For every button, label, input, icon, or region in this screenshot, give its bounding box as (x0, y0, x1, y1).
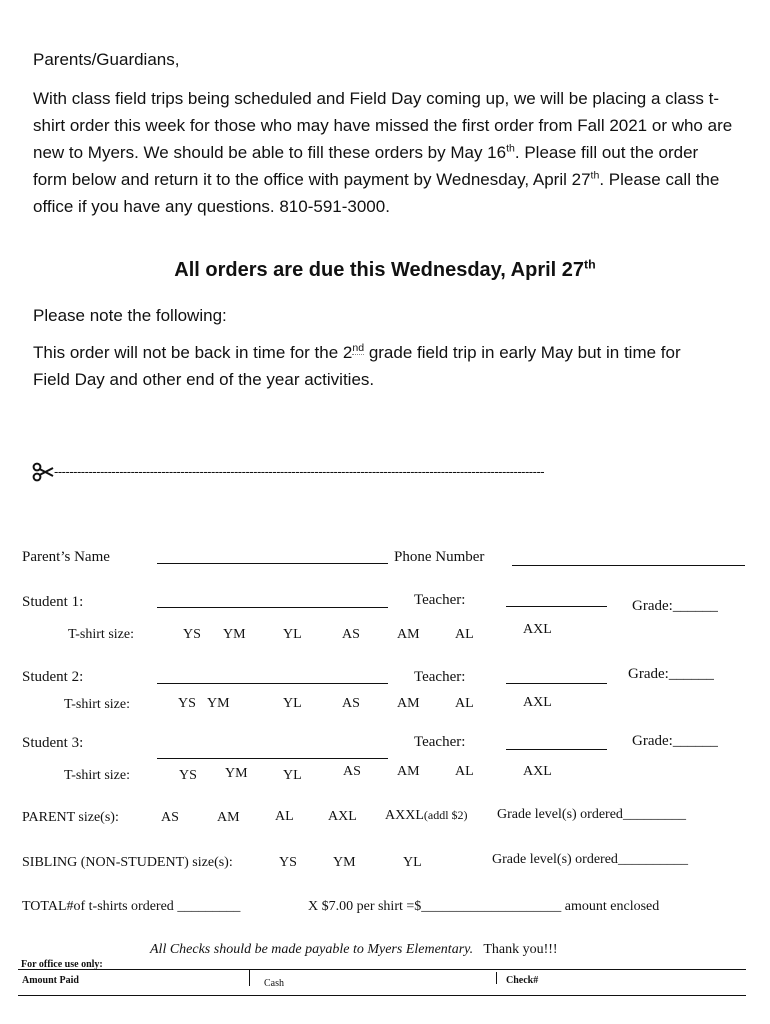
student-3-label: Student 3: (22, 735, 84, 751)
student-2-grade[interactable] (628, 666, 714, 683)
office-bottom-rule (18, 995, 746, 996)
tshirt-size-label: T-shirt size: (64, 768, 130, 783)
tshirt-size-label: T-shirt size: (68, 627, 134, 642)
intro-text-3: . Please call the office if you have any questions. 810-591-3000. (33, 170, 720, 216)
sibling-sizes-label: SIBLING (NON-STUDENT) size(s): (22, 855, 233, 870)
grade-levels-label: Grade level(s) ordered (497, 807, 623, 822)
teacher-label: Teacher: (414, 734, 466, 750)
size-option-as[interactable]: AS (343, 764, 361, 779)
size-option-axl[interactable]: AXL (523, 622, 552, 637)
size-option-ys[interactable]: YS (178, 696, 196, 711)
parent-size-as[interactable]: AS (161, 810, 179, 825)
grade-blank: ______ (668, 666, 714, 682)
size-option-yl[interactable]: YL (283, 768, 302, 783)
grade-label: Grade: (632, 733, 673, 749)
sibling-grade-levels[interactable] (492, 852, 688, 868)
sibling-size-ys[interactable]: YS (279, 855, 297, 870)
sibling-grade-levels-blank: __________ (617, 852, 688, 867)
grade-blank: ______ (672, 733, 718, 749)
office-divider (496, 972, 497, 984)
scissors-icon (32, 461, 54, 483)
price-blank: ____________________ (421, 899, 562, 914)
amount-enclosed-label: amount enclosed (564, 899, 660, 914)
teacher-label: Teacher: (414, 669, 466, 685)
office-top-rule (18, 969, 746, 970)
phone-field[interactable] (512, 565, 745, 566)
parent-size-axxl-label: AXXL (385, 808, 424, 823)
size-option-as[interactable]: AS (342, 627, 360, 642)
intro-text-2: . Please fill out the order form below and return it to the office with payment by Wednesday, April 27 (33, 143, 699, 189)
size-option-axl[interactable]: AXL (523, 695, 552, 710)
size-option-am[interactable]: AM (397, 764, 420, 779)
axxl-note: (addl $2) (423, 808, 468, 822)
cut-dashes: -------------------------------------------------------------------------------------------------------------------------------- (54, 464, 545, 479)
parent-name-field[interactable] (157, 563, 388, 564)
size-option-al[interactable]: AL (455, 627, 474, 642)
parent-size-axxl[interactable] (385, 808, 468, 824)
size-option-axl[interactable]: AXL (523, 764, 552, 779)
grade-blank: ______ (672, 598, 718, 614)
size-option-as[interactable]: AS (342, 696, 360, 711)
note-text-2: grade field trip in early May but in time for Field Day and other end of the year activities. (33, 343, 681, 389)
size-option-ys[interactable]: YS (179, 768, 197, 783)
amount-paid-label: Amount Paid (22, 975, 79, 986)
size-option-al[interactable]: AL (455, 696, 474, 711)
parent-size-al[interactable]: AL (275, 809, 294, 824)
price-text: X $7.00 per shirt =$ (308, 899, 422, 914)
parent-sizes-label: PARENT size(s): (22, 810, 119, 825)
checks-note (150, 942, 558, 958)
ordinal-suffix: th (590, 169, 600, 182)
student-2-label: Student 2: (22, 669, 84, 685)
cash-label: Cash (264, 978, 284, 989)
total-blank: _________ (177, 899, 241, 914)
thank-you: Thank you!!! (483, 942, 558, 957)
student-2-name-field[interactable] (157, 683, 388, 684)
teacher-label: Teacher: (414, 592, 466, 608)
parent-grade-levels[interactable] (497, 807, 686, 823)
sibling-grade-levels-label: Grade level(s) ordered (492, 852, 618, 867)
grade-label: Grade: (632, 598, 673, 614)
parent-size-am[interactable]: AM (217, 810, 240, 825)
note-intro: Please note the following: (33, 306, 227, 325)
size-option-ym[interactable]: YM (225, 766, 248, 781)
student-3-teacher-field[interactable] (506, 749, 607, 750)
grade-levels-blank: _________ (622, 807, 686, 822)
size-option-am[interactable]: AM (397, 627, 420, 642)
office-divider (249, 970, 250, 986)
greeting: Parents/Guardians, (33, 50, 180, 69)
student-1-teacher-field[interactable] (506, 606, 607, 607)
ordinal-suffix: th (584, 257, 596, 272)
size-option-yl[interactable]: YL (283, 696, 302, 711)
sibling-size-yl[interactable]: YL (403, 855, 422, 870)
size-option-al[interactable]: AL (455, 764, 474, 779)
due-date-heading (0, 259, 770, 282)
checks-note-text: All Checks should be made payable to Myers Elementary. (150, 942, 474, 957)
parent-name-label: Parent’s Name (22, 549, 110, 565)
grade-label: Grade: (628, 666, 669, 682)
total-shirts[interactable] (22, 899, 240, 915)
size-option-am[interactable]: AM (397, 696, 420, 711)
size-option-ys[interactable]: YS (183, 627, 201, 642)
intro-text-1: With class field trips being scheduled and Field Day coming up, we will be placing a class t-shirt order this week for those who may have missed the first order from Fall 2021 or who are new to Myers. We should be able to fill these orders by May 16 (33, 89, 733, 162)
student-1-name-field[interactable] (157, 607, 388, 608)
student-2-teacher-field[interactable] (506, 683, 607, 684)
amount-enclosed-row[interactable] (308, 899, 659, 915)
student-3-name-field[interactable] (157, 758, 388, 759)
size-option-ym[interactable]: YM (207, 696, 230, 711)
check-number-label: Check# (506, 975, 539, 986)
tshirt-size-label: T-shirt size: (64, 697, 130, 712)
note-text-1: This order will not be back in time for the 2 (33, 343, 353, 362)
sibling-size-ym[interactable]: YM (333, 855, 356, 870)
phone-label: Phone Number (394, 549, 485, 565)
ordinal-suffix: th (506, 142, 515, 155)
due-date-heading-text: All orders are due this Wednesday, April 27 (174, 259, 585, 281)
intro-paragraph (33, 85, 733, 220)
student-1-grade[interactable] (632, 598, 718, 615)
total-label: TOTAL#of t-shirts ordered (22, 899, 174, 914)
size-option-ym[interactable]: YM (223, 627, 246, 642)
parent-size-axl[interactable]: AXL (328, 809, 357, 824)
student-1-label: Student 1: (22, 594, 84, 610)
office-use-title: For office use only: (21, 959, 103, 970)
ordinal-suffix: nd (352, 342, 365, 355)
note-paragraph (33, 339, 713, 393)
student-3-grade[interactable] (632, 733, 718, 750)
size-option-yl[interactable]: YL (283, 627, 302, 642)
